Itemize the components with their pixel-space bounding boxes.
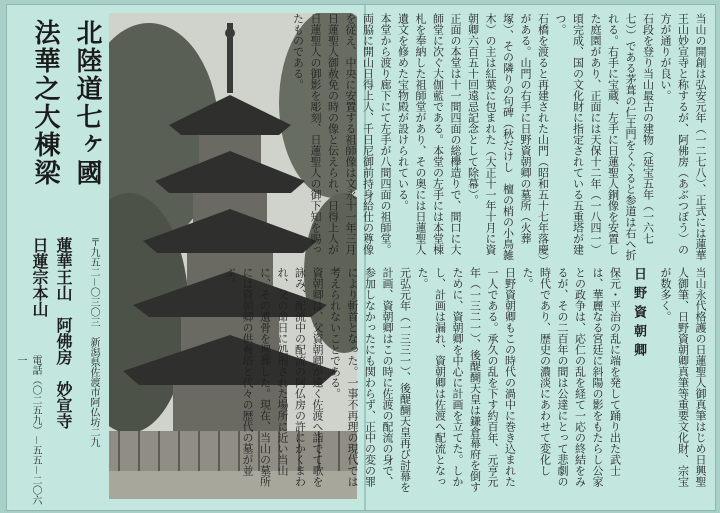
section-heading: 日野資朝卿 xyxy=(631,267,646,362)
hino-paragraphs-2: 元弘元年（一三三一）、後醍醐天皇再び討幕を計画、資朝卿はこの時に佐渡の配流の身で、参加しなかったにも関わらず、正中の変の罪により斬首となった。一事不再理の現代では考えられないことである。 資朝卿は、父資朝卿が遠く佐渡へ詣でて歌を詠み、配流中の配流の阿仏房の許にかくまわれ、父の命日に処刑された場所に近い当山に、その遺骨を埋葬した。現在、当山の墓所には資朝卿の供養塔と代々の歴代の墓が並ぶ。 xyxy=(223,267,412,493)
temple-name: 蓮華王山 阿佛房 妙宣寺 xyxy=(54,237,73,429)
history-text xyxy=(291,13,709,261)
temple-address: 〒九五二－〇三〇三 新潟県佐渡市阿仏坊二九 xyxy=(88,237,99,447)
brochure-spread xyxy=(6,4,716,511)
treasures-paragraph: 当山永代格護の日蓮聖人御真筆はじめ日興聖人御筆、日野資朝卿真筆等重要文化財、宗宝が数多く。 xyxy=(659,267,707,487)
hino-section xyxy=(223,267,647,497)
temple-phone: 電話（〇二五九）－五五－二〇六一 xyxy=(15,355,41,505)
hino-paragraphs: 保元・平治の乱に端を発して踊り出た武士は、華麗なる宮廷に斜陽の影をもたらし公家との政争は、応仁の乱を経て一応の終結をみるが、その二百年の間は公達にとって悲劇の時代であり、歴史の濃淡にあわせて変化した。 日野資朝卿もこの時代の渦中に巻き込まれた一人である。承久の乱を下す約百年、元亨元年（一三二一）、後醍醐天皇は鎌倉幕府を倒すために、資朝卿を中心に計画を立てた。しかし、計画は漏れ、資朝卿は佐渡へ配流となった。 xyxy=(416,267,622,493)
history-paragraphs: 当山の開創は弘安元年（一二七八）、正式には蓮華王山妙宣寺と称するが、阿佛房（あぶつぼう）の方が通りが良い。 石段を登り当山最古の建物（延宝五年（一六七七））である茅葺の仁王門をくぐると参道は右へ折れる。右手に宝蔵、左手に日蓮聖人銅像を安置した庭園があり、正面には天保十二年（一八四一）頃完成、国の文化財に指定されている五重塔が建つ。 石橋を渡ると再建された山門（昭和五十七年落慶）がある。山門の右手に日野資朝卿の墓所（火葬塚）、その隣りの句碑（秋だけし 檀の梢の小鳥雑木）の主は紅葉に包まれた（大正十一年十月に資朝卿六百五十回遠忌記念として除幕）。 正面の本堂は十一間四面の総欅造りで、間口に大師堂に次ぐ大伽藍である。本堂の左手には本堂棟札を奉納した祖師堂があり、その奥には日蓮聖人遺文を修めた宝物殿が設けられている。 本堂から渡り廊下にて左手が八間四面の祖師堂。両脇に開山日得上人、千日尼御前持身給仕の尊像を従え、中央に安置する祖師像は文永十一年三月日蓮聖人御赦免の時の像と伝えられ、日得上人が日蓮聖人の御影を彫刻、日蓮聖人の御下知を賜ったものである。 xyxy=(291,13,707,261)
treasures-text xyxy=(655,267,709,497)
temple-sect: 日蓮宗本山 xyxy=(30,237,49,317)
title-line-2: 法華之大棟梁 xyxy=(30,19,60,187)
title-line-1: 北陸道七ヶ國 xyxy=(72,19,102,187)
